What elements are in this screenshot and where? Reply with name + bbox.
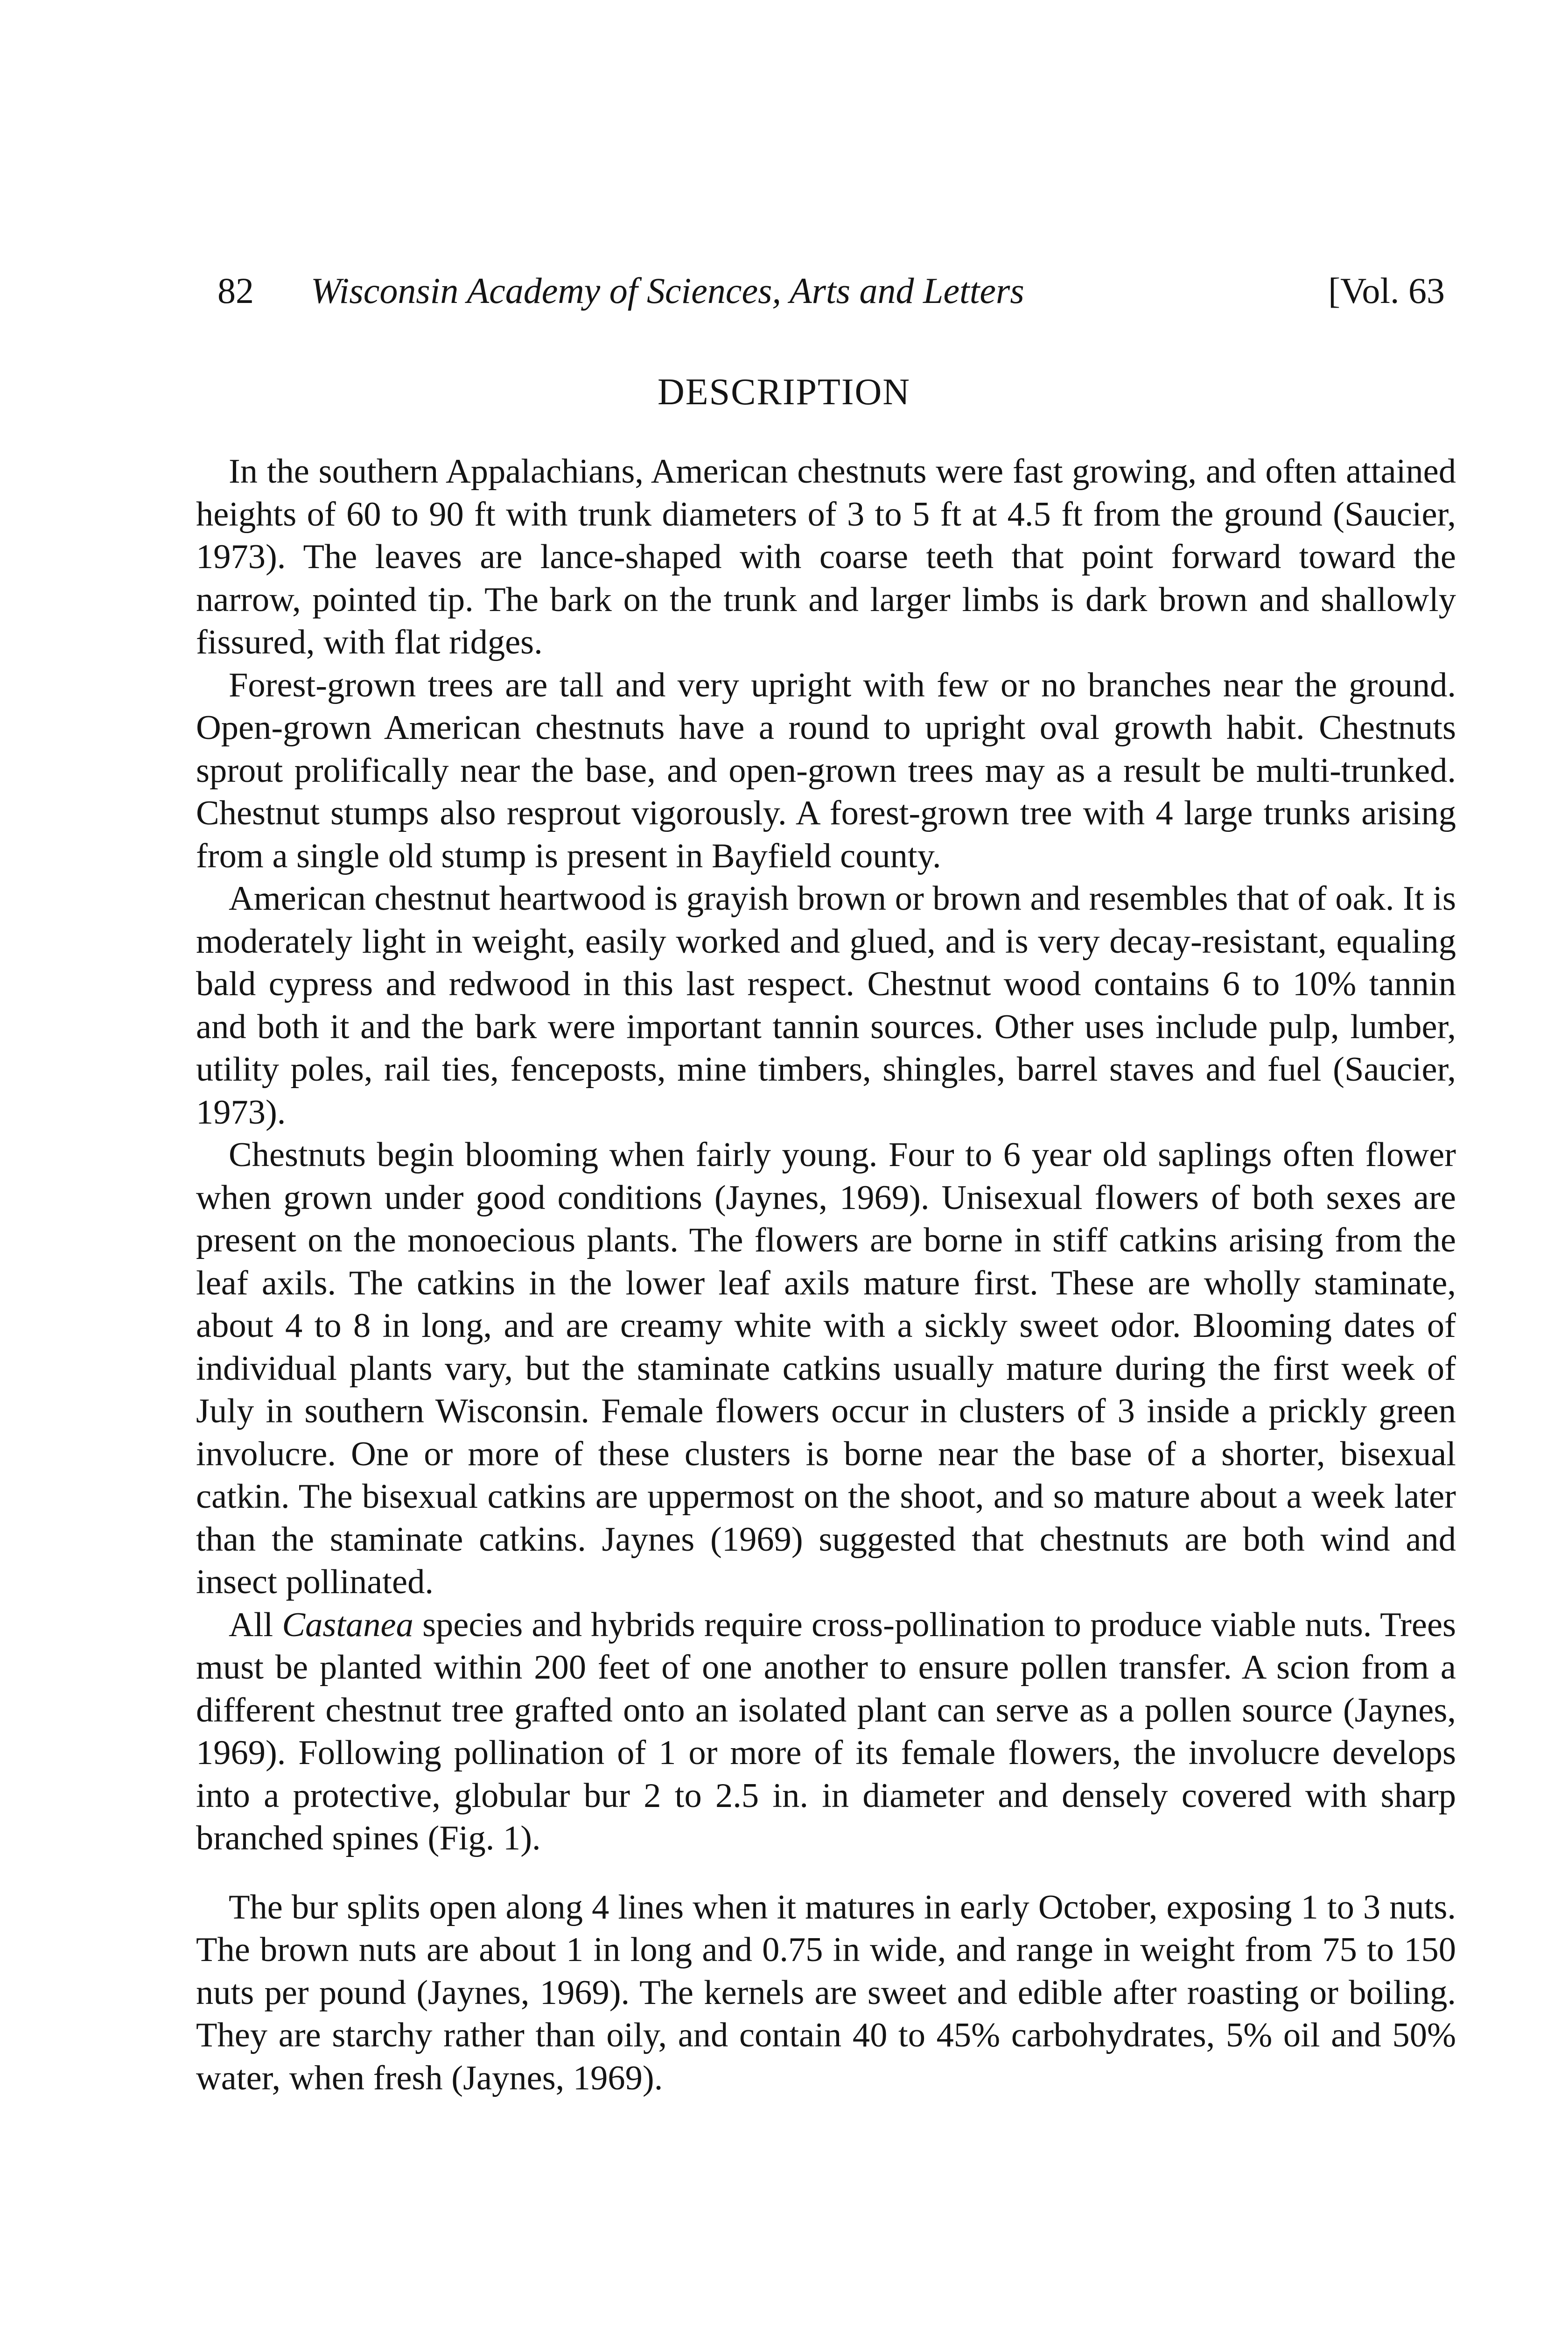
paragraph-5	[196, 1604, 1456, 1860]
genus-castanea: Castanea	[282, 1605, 413, 1644]
paragraph-5-rest: species and hybrids require cross-pollination to produce viable nuts. Trees must be planted within 200 feet of one another to ensure pollen transfer. A scion from a different chestnut tree grafted onto an isolated plant can serve as a pollen source (Jaynes, 1969). Following pollination of 1 or more of its female flowers, the involucre develops into a protective, globular bur 2 to 2.5 in. in diameter and densely covered with sharp branched spines (Fig. 1).	[196, 1605, 1456, 1857]
paragraph-5-lead: All	[229, 1605, 282, 1644]
paragraph-2: Forest-grown trees are tall and very upright with few or no branches near the ground. Open-grown American chestnuts have a round to upright oval growth habit. Chestnuts sprout prolifically near the base, and open-grown trees may as a result be multi-trunked. Chestnut stumps also resprout vigorously. A forest-grown tree with 4 large trunks arising from a single old stump is present in Bayfield county.	[196, 666, 1456, 875]
body-text	[196, 450, 1456, 2100]
paragraph-6: The bur splits open along 4 lines when it matures in early October, exposing 1 to 3 nuts. The brown nuts are about 1 in long and 0.75 in wide, and range in weight from 75 to 150 nuts per pound (Jaynes, 1969). The kernels are sweet and edible after roasting or boiling. They are starchy rather than oily, and contain 40 to 45% carbohydrates, 5% oil and 50% water, when fresh (Jaynes, 1969).	[196, 1888, 1456, 2097]
running-head	[217, 265, 1445, 316]
page-number: 82	[217, 270, 254, 311]
volume-label: [Vol. 63	[1328, 270, 1445, 311]
journal-title: Wisconsin Academy of Sciences, Arts and Letters	[311, 270, 1024, 311]
section-heading: DESCRIPTION	[657, 372, 911, 413]
paragraph-1: In the southern Appalachians, American chestnuts were fast growing, and often attained heights of 60 to 90 ft with trunk diameters of 3 to 5 ft at 4.5 ft from the ground (Saucier, 1973). The leaves are lance-shaped with coarse teeth that point forward toward the narrow, pointed tip. The bark on the trunk and larger limbs is dark brown and shallowly fissured, with flat ridges.	[196, 452, 1456, 661]
paragraph-3: American chestnut heartwood is grayish brown or brown and resembles that of oak. It is moderately light in weight, easily worked and glued, and is very decay-resistant, equaling bald cypress and redwood in this last respect. Chestnut wood contains 6 to 10% tannin and both it and the bark were important tannin sources. Other uses include pulp, lumber, utility poles, rail ties, fenceposts, mine timbers, shingles, barrel staves and fuel (Saucier, 1973).	[196, 879, 1456, 1132]
paragraph-4: Chestnuts begin blooming when fairly young. Four to 6 year old saplings often flower when grown under good conditions (Jaynes, 1969). Unisexual flowers of both sexes are present on the monoecious plants. The flowers are borne in stiff catkins arising from the leaf axils. The catkins in the lower leaf axils mature first. These are wholly staminate, about 4 to 8 in long, and are creamy white with a sickly sweet odor. Blooming dates of individual plants vary, but the staminate catkins usually mature during the first week of July in southern Wisconsin. Female flowers occur in clusters of 3 inside a prickly green involucre. One or more of these clusters is borne near the base of a shorter, bisexual catkin. The bisexual catkins are uppermost on the shoot, and so mature about a week later than the staminate catkins. Jaynes (1969) suggested that chestnuts are both wind and insect pollinated.	[196, 1136, 1456, 1601]
